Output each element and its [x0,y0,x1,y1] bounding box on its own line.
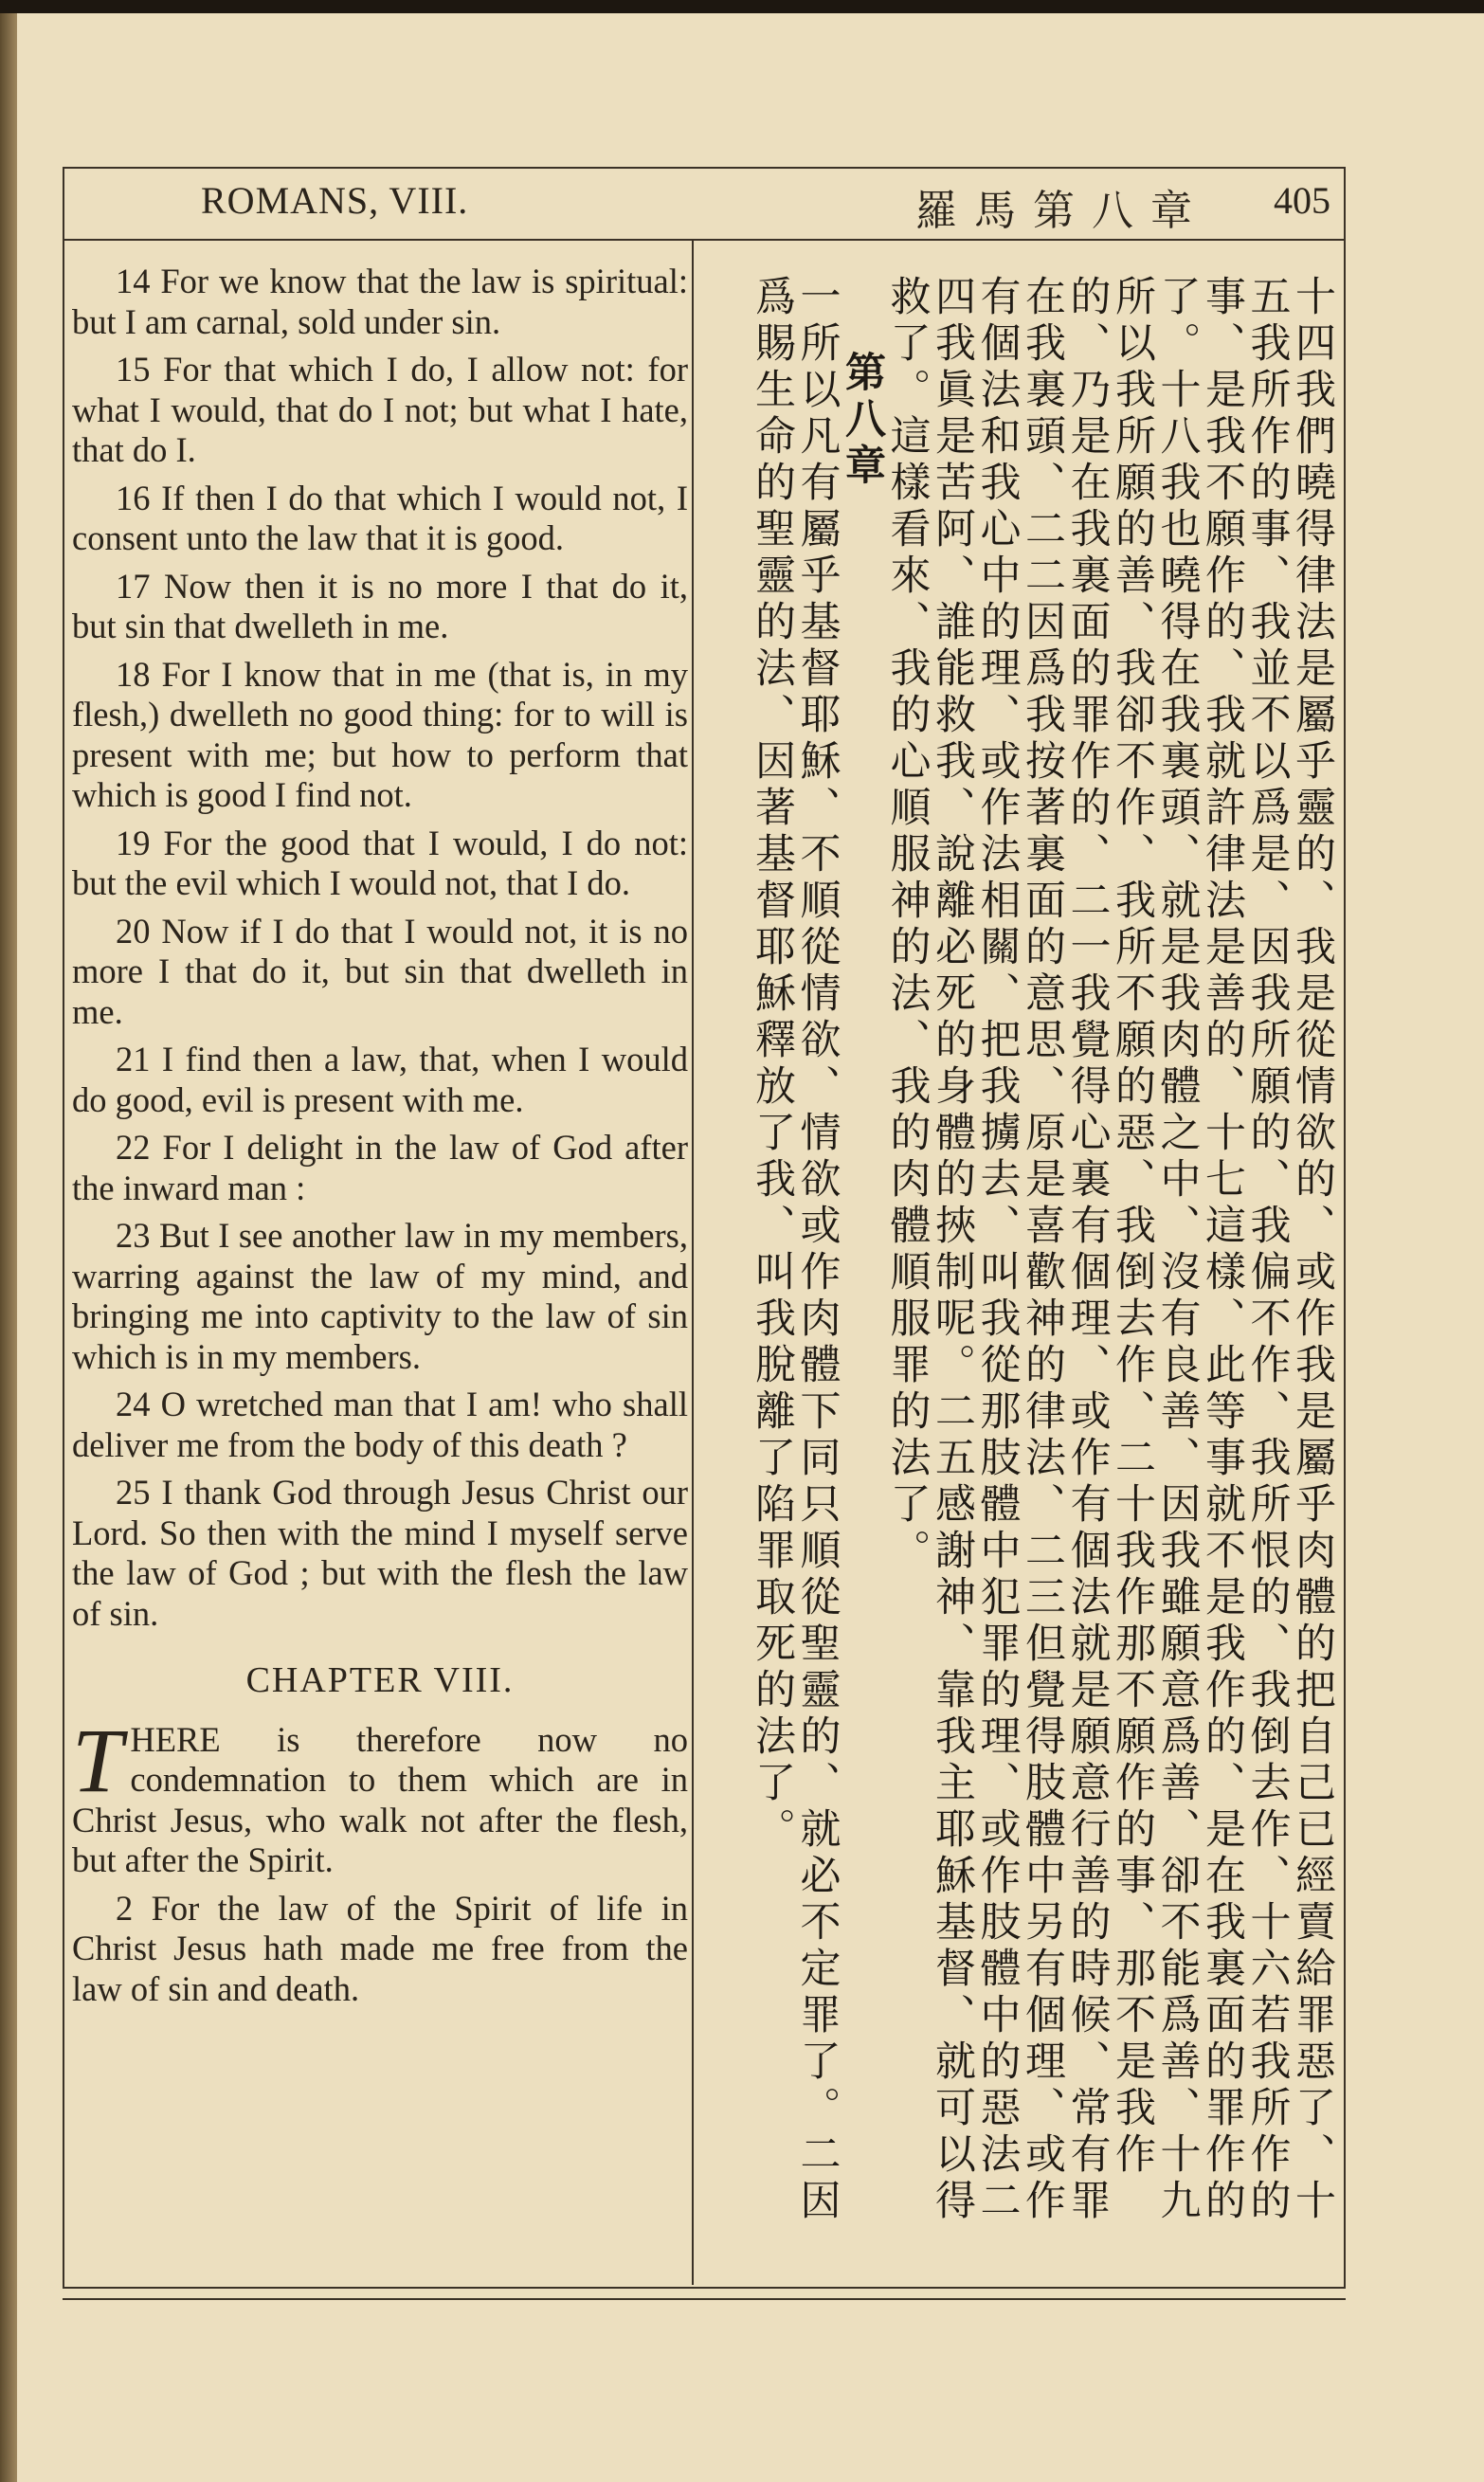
chapter8-verse-1 [72,1709,688,1881]
chinese-column [705,275,1334,2265]
verse-22: 22 For I delight in the law of God after the inward man : [72,1128,688,1207]
verse-16: 16 If then I do that which I would not, I consent unto the law that it is good. [72,478,688,557]
verse-14: 14 For we know that the law is spiritual: but I am carnal, sold under sin. [72,262,688,341]
book-gutter [0,0,17,2482]
chinese-passage-ch7: 十四我們曉得律法是屬乎靈的、我是從情欲的、或作我是屬乎肉體的把自己已經賣給罪惡了、十五我所作的事、我並不以爲是、因我所願的、我偏不作、我所恨的、我倒去作、十六若我所作的事、是我不願作的、我就許律法是善的、十七這樣、此等事就不是我作的、是在我裏面的罪作的了。十八我也曉得在我裏頭、就是我肉體之中、沒有良善、因我雖願意爲善、卻不能爲善、十九所以我所願的善、我卻不作、我所不願的惡、我倒去作、二十我作那不願作的事、那不是我作的、乃是在我裏面的罪作的、二一我覺得心裏有個理、或作有個法就是願意行善的時候、常有罪在我裏頭、二二因爲我按著裏面的意思、原是喜歡神的律法、二三但覺得肢體中另有個理、或作有個法和我心中的理、或作法相關、把我擄去、叫我從那肢體中犯罪的理、或作肢體中的惡法二四我眞是苦阿、誰能救我、說離必死的身體的挾制呢。二五感謝神、靠我主耶穌基督、就可以得救了。這樣看來、我的心順服神的法、我的肉體順服罪的法了。 [883,275,1336,2225]
chinese-passage-ch8: 一所以凡有屬乎基督耶穌、不順從情欲、情欲或作肉體下同只順從聖靈的、就必不定罪了。二因爲賜生命的聖靈的法、因著基督耶穌釋放了我、叫我脫離了陷罪取死的法了。 [749,275,842,2225]
chapter8-verse-2: 2 For the law of the Spirit of life in Christ Jesus hath made me free from the law of sin and death. [72,1888,688,2008]
running-head-chinese: 羅馬第八章 [915,187,1209,235]
column-divider [692,241,694,2285]
scan-top-edge [0,0,1484,13]
verse-21: 21 I find then a law, that, when I would do good, evil is present with me. [72,1040,688,1119]
page-number: 405 [1274,179,1330,222]
drop-cap: T [72,1709,123,1811]
verse-18: 18 For I know that in me (that is, in my flesh,) dwelleth no good thing: for to will is present with me; but how to perform that which is good I find not. [72,654,688,814]
english-column [72,262,688,2017]
header-rule [63,239,1346,241]
footer-rule [63,2298,1346,2300]
chapter-heading: CHAPTER VIII. [245,1660,515,1700]
verse-19: 19 For the good that I would, I do not: but the evil which I would not, that I do. [72,823,688,902]
verse-23: 23 But I see another law in my members, warring against the law of my mind, and bringing me into captivity to the law of sin which is in my members. [72,1216,688,1376]
verse-20: 20 Now if I do that I would not, it is no more I that do it, but sin that dwelleth in me. [72,911,688,1031]
verse-24: 24 O wretched man that I am! who shall deliver me from the body of this death ? [72,1385,688,1464]
verse-17: 17 Now then it is no more I that do it, but sin that dwelleth in me. [72,566,688,645]
verse-15: 15 For that which I do, I allow not: for what I would, that do I not; but what I hate, that do I. [72,350,688,469]
running-head-english: ROMANS, VIII. [201,179,469,222]
verse-25: 25 I thank God through Jesus Christ our Lord. So then with the mind I myself serve the law of God ; but with the flesh the law of sin. [72,1473,688,1633]
chapter8-verse-1-text: HERE is therefore now no condemnation to them which are in Christ Jesus, who walk not after the flesh, but after the Spirit. [72,1719,688,1879]
chinese-chapter-title: 第八章 [839,351,886,490]
